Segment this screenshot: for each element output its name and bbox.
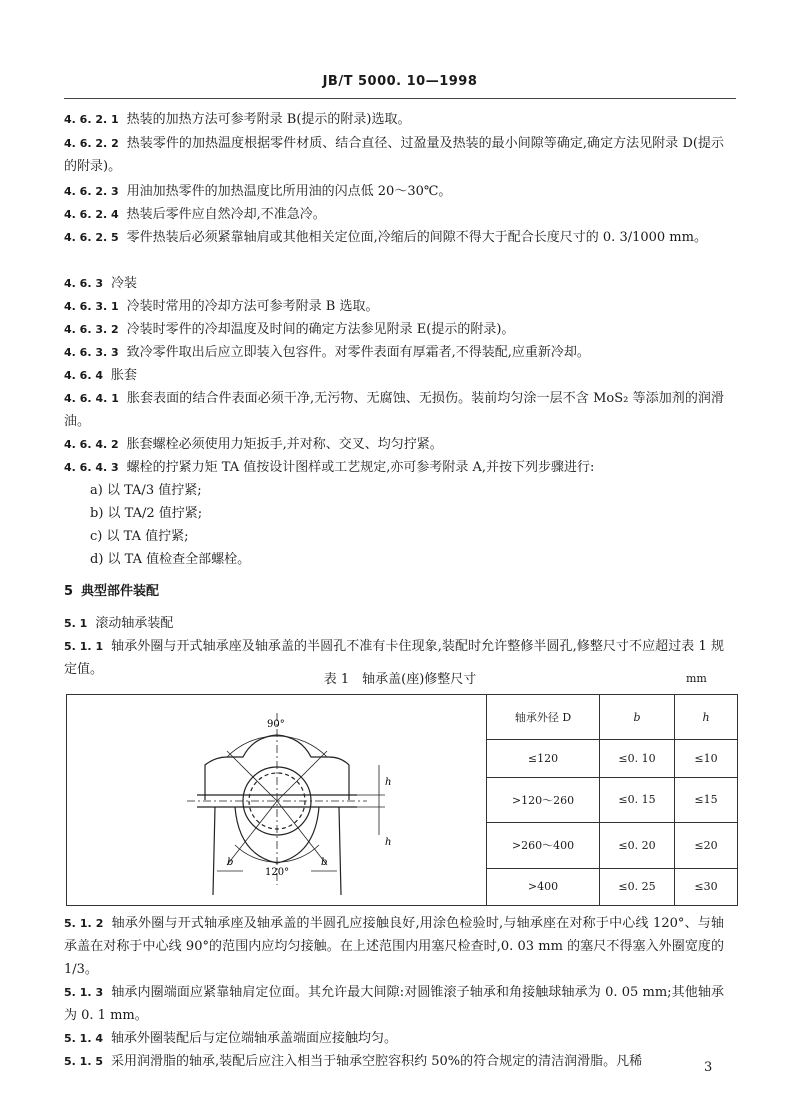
table-cell: ≤0. 15: [600, 777, 675, 822]
clause-4-6-3-1: 4. 6. 3. 1 冷装时常用的冷却方法可参考附录 B 选取。: [64, 299, 379, 314]
page-number: 3: [704, 1060, 713, 1075]
table-cell: ≤10: [675, 740, 738, 777]
bearing-figure: [66, 694, 486, 906]
page-header: JB/T 5000. 10—1998: [322, 74, 478, 89]
clause-4-6-3: 4. 6. 3 冷装: [64, 276, 137, 291]
clause-5-1-3: 5. 1. 3 轴承内圈端面应紧靠轴肩定位面。其允许最大间隙:对圆锥滚子轴承和角接触球轴承为 0. 05 mm;其他轴承为 0. 1 mm。: [64, 985, 724, 1023]
b-label-left: b: [227, 857, 234, 868]
clause-5-1-2: 5. 1. 2 轴承外圈与开式轴承座及轴承盖的半圆孔应接触良好,用涂色检验时,与轴承座在对称于中心线 120°、与轴承盖在对称于中心线 90°的范围内应均匀接触。在上述范围内用塞尺检查时,0. 03 mm 的塞尺不得塞入外圈宽度的 1/3。: [64, 916, 724, 977]
table-header-row: [487, 695, 738, 740]
table-cell: >120～260: [487, 777, 600, 822]
table-unit: mm: [686, 672, 707, 685]
clause-5-1-5: 5. 1. 5 采用润滑脂的轴承,装配后应注入相当于轴承空腔容积约 50%的符合规定的清洁润滑脂。凡稀: [64, 1054, 643, 1069]
clause-4-6-4: 4. 6. 4 胀套: [64, 368, 137, 383]
header-cell: h: [675, 695, 738, 740]
h-label-top: h: [385, 777, 392, 788]
clause-4-6-2-5: 4. 6. 2. 5 零件热装后必须紧靠轴肩或其他相关定位面,冷缩后的间隙不得大于配合长度尺寸的 0. 3/1000 mm。: [64, 230, 707, 245]
table-cell: ≤20: [675, 823, 738, 868]
header-rule: [64, 98, 736, 99]
header-cell: b: [600, 695, 675, 740]
bearing-housing-diagram: [67, 695, 487, 907]
clause-4-6-3-3: 4. 6. 3. 3 致冷零件取出后应立即装入包容件。对零件表面有厚霜者,不得装配,应重新冷却。: [64, 345, 590, 360]
h-label-bottom: h: [385, 837, 392, 848]
clause-4-6-2-4: 4. 6. 2. 4 热装后零件应自然冷却,不准急冷。: [64, 207, 326, 222]
table-cell: ≤120: [487, 740, 600, 777]
table-caption: 表 1 轴承盖(座)修整尺寸: [323, 672, 477, 687]
table-row: [487, 777, 738, 822]
table-cell: ≤0. 20: [600, 823, 675, 868]
step-d: d) 以 TA 值检查全部螺栓。: [90, 552, 251, 567]
clause-4-6-4-1: 4. 6. 4. 1 胀套表面的结合件表面必须干净,无污物、无腐蚀、无损伤。装前均匀涂一层不含 MoS₂ 等添加剂的润滑油。: [64, 391, 724, 429]
table-cell: >400: [487, 868, 600, 905]
header-cell: 轴承外径 D: [487, 695, 600, 740]
table-cell: >260～400: [487, 823, 600, 868]
angle-90-label: 90°: [267, 719, 285, 730]
step-a: a) 以 TA/3 值拧紧;: [90, 483, 202, 498]
clause-4-6-4-2: 4. 6. 4. 2 胀套螺栓必须使用力矩扳手,并对称、交叉、均匀拧紧。: [64, 437, 443, 452]
angle-120-label: 120°: [265, 867, 290, 878]
table-cell: ≤15: [675, 777, 738, 822]
table-row: [487, 868, 738, 905]
clause-5-1-1: 5. 1. 1 轴承外圈与开式轴承座及轴承盖的半圆孔不准有卡住现象,装配时允许整修半圆孔,修整尺寸不应超过表 1 规定值。: [64, 639, 724, 677]
clause-5-1: 5. 1 滚动轴承装配: [64, 616, 174, 631]
section-5-heading: 5 典型部件装配: [64, 584, 160, 599]
clause-5-1-4: 5. 1. 4 轴承外圈装配后与定位端轴承盖端面应接触均匀。: [64, 1031, 397, 1046]
step-c: c) 以 TA 值拧紧;: [90, 529, 189, 544]
table-cell: ≤30: [675, 868, 738, 905]
b-label-right: b: [321, 857, 328, 868]
step-b: b) 以 TA/2 值拧紧;: [90, 506, 203, 521]
clause-4-6-2-3: 4. 6. 2. 3 用油加热零件的加热温度比所用油的闪点低 20～30℃。: [64, 184, 452, 199]
clause-4-6-2-1: 4. 6. 2. 1 热装的加热方法可参考附录 B(提示的附录)选取。: [64, 112, 411, 127]
table-cell: ≤0. 25: [600, 868, 675, 905]
clause-4-6-3-2: 4. 6. 3. 2 冷装时零件的冷却温度及时间的确定方法参见附录 E(提示的附录)。: [64, 322, 515, 337]
table-cell: ≤0. 10: [600, 740, 675, 777]
clause-4-6-4-3: 4. 6. 4. 3 螺栓的拧紧力矩 TA 值按设计图样或工艺规定,亦可参考附录 A,并按下列步骤进行:: [64, 460, 595, 475]
table-1: [486, 694, 738, 906]
table-row: [487, 823, 738, 868]
table-row: [487, 740, 738, 777]
clause-4-6-2-2: 4. 6. 2. 2 热装零件的加热温度根据零件材质、结合直径、过盈量及热装的最小间隙等确定,确定方法见附录 D(提示的附录)。: [64, 136, 725, 174]
